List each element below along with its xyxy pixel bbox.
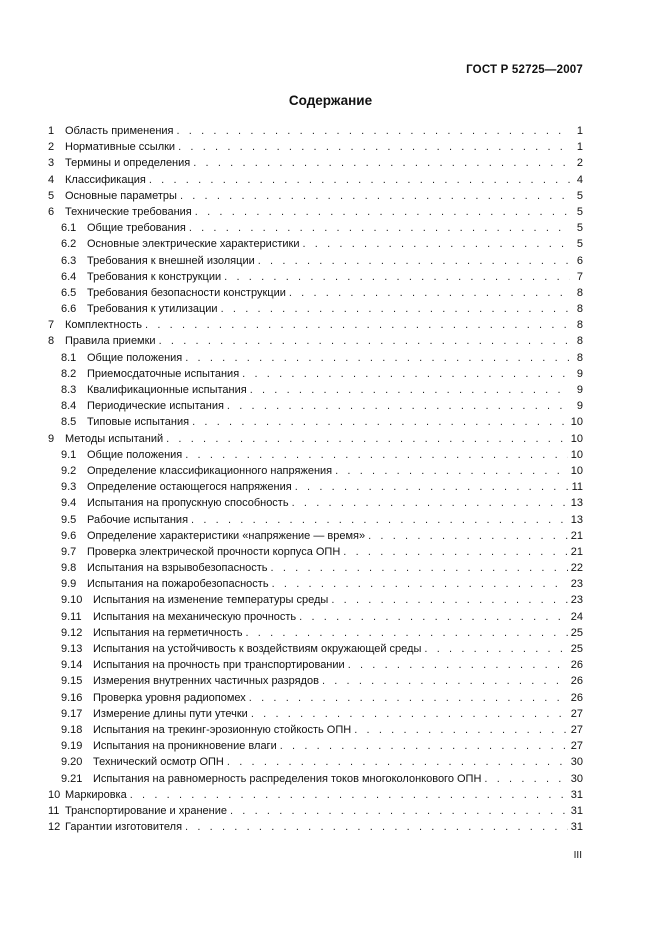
- toc-entry-number: 6: [48, 205, 55, 218]
- toc-entry-label: Рабочие испытания: [87, 513, 189, 526]
- toc-entry-number: 10: [48, 788, 61, 801]
- toc-entry-number: 9: [48, 432, 55, 445]
- toc-entry-page: 21: [570, 545, 583, 558]
- toc-entry-page: 25: [570, 626, 583, 639]
- table-of-contents: [48, 123, 583, 835]
- toc-entry[interactable]: [48, 172, 583, 188]
- toc-entry-page: 9: [576, 367, 583, 380]
- toc-entry-label: Требования к конструкции: [87, 270, 222, 283]
- toc-entry-label: Нормативные ссылки: [65, 141, 176, 154]
- toc-entry-label: Основные электрические характеристики: [87, 238, 300, 251]
- toc-leader-dots: [242, 366, 570, 382]
- toc-entry-label: Определение характеристики «напряжение — время»: [87, 529, 366, 542]
- toc-leader-dots: [272, 576, 568, 592]
- toc-entry-page: 1: [576, 141, 583, 154]
- page-title: Содержание: [288, 93, 373, 108]
- toc-entry-number: 8.1: [61, 351, 77, 364]
- toc-entry-page: 31: [570, 788, 583, 801]
- toc-entry[interactable]: [48, 657, 583, 673]
- toc-entry-label: Определение классификационного напряжения: [87, 464, 333, 477]
- toc-leader-dots: [177, 123, 571, 139]
- toc-entry[interactable]: [48, 139, 583, 155]
- toc-entry-number: 7: [48, 319, 55, 332]
- toc-entry-label: Испытания на изменение температуры среды: [93, 594, 329, 607]
- toc-entry[interactable]: [48, 819, 583, 835]
- toc-leader-dots: [193, 155, 570, 171]
- toc-leader-dots: [230, 803, 568, 819]
- toc-entry-number: 9.14: [61, 659, 83, 672]
- toc-leader-dots: [166, 431, 568, 447]
- toc-entry-page: 8: [576, 303, 583, 316]
- toc-entry-page: 31: [570, 804, 583, 817]
- toc-entry-number: 9.9: [61, 578, 77, 591]
- toc-entry[interactable]: [48, 495, 583, 511]
- toc-entry-page: 7: [576, 270, 583, 283]
- toc-entry-number: 12: [48, 821, 61, 834]
- toc-entry[interactable]: [48, 317, 583, 333]
- toc-leader-dots: [191, 512, 568, 528]
- toc-entry-label: Проверка уровня радиопомех: [93, 691, 246, 704]
- toc-entry-page: 6: [576, 254, 583, 267]
- toc-leader-dots: [250, 382, 570, 398]
- toc-entry[interactable]: [48, 269, 583, 285]
- toc-entry-label: Требования к внешней изоляции: [87, 254, 255, 267]
- toc-entry[interactable]: [48, 366, 583, 382]
- toc-leader-dots: [368, 528, 568, 544]
- toc-entry[interactable]: [48, 236, 583, 252]
- toc-entry-number: 9.13: [61, 643, 83, 655]
- toc-leader-dots: [299, 609, 568, 625]
- toc-entry[interactable]: [48, 398, 583, 414]
- toc-leader-dots: [245, 625, 567, 641]
- toc-entry[interactable]: [48, 463, 583, 479]
- toc-entry-number: 6.5: [61, 286, 77, 299]
- toc-leader-dots: [189, 220, 570, 236]
- toc-entry[interactable]: [48, 188, 583, 204]
- toc-entry[interactable]: [48, 771, 583, 787]
- toc-entry-label: Гарантии изготовителя: [65, 821, 183, 834]
- toc-entry[interactable]: [48, 609, 583, 625]
- toc-leader-dots: [192, 414, 568, 430]
- toc-entry[interactable]: [48, 738, 583, 754]
- toc-leader-dots: [335, 463, 568, 479]
- toc-entry-label: Правила приемки: [65, 335, 156, 348]
- toc-entry-page: 26: [570, 675, 583, 688]
- toc-entry-number: 9.17: [61, 707, 83, 720]
- toc-entry-label: Определение остающегося напряжения: [87, 481, 292, 494]
- toc-leader-dots: [130, 787, 568, 803]
- toc-entry-page: 27: [570, 740, 583, 753]
- toc-entry-page: 26: [570, 659, 583, 672]
- toc-entry-number: 8.4: [61, 400, 77, 413]
- toc-entry-number: 9.2: [61, 464, 77, 477]
- toc-entry-label: Приемосдаточные испытания: [87, 367, 240, 380]
- toc-entry-number: 6.4: [61, 270, 77, 283]
- toc-entry-number: 9.5: [61, 513, 77, 526]
- toc-leader-dots: [149, 172, 570, 188]
- toc-entry-label: Типовые испытания: [87, 416, 190, 429]
- toc-entry[interactable]: [48, 803, 583, 819]
- toc-leader-dots: [249, 690, 568, 706]
- toc-leader-dots: [185, 819, 568, 835]
- toc-entry-label: Испытания на пропускную способность: [87, 497, 289, 510]
- toc-entry-page: 25: [570, 643, 583, 655]
- toc-leader-dots: [343, 544, 567, 560]
- toc-entry-number: 11: [48, 804, 60, 817]
- toc-entry-page: 11: [571, 481, 583, 494]
- toc-entry[interactable]: [48, 722, 583, 738]
- toc-entry-number: 9.21: [61, 772, 83, 785]
- toc-entry-label: Методы испытаний: [65, 432, 164, 445]
- toc-entry-number: 9.16: [61, 691, 83, 704]
- toc-entry-label: Испытания на равномерность распределения токов многоколонкового ОПН: [93, 772, 482, 785]
- toc-entry[interactable]: [48, 253, 583, 269]
- toc-entry-label: Комплектность: [65, 319, 143, 332]
- toc-entry-number: 6.6: [61, 303, 77, 316]
- toc-entry-page: 23: [570, 578, 583, 591]
- toc-entry[interactable]: [48, 431, 583, 447]
- toc-leader-dots: [292, 495, 568, 511]
- toc-entry[interactable]: [48, 479, 583, 495]
- toc-leader-dots: [348, 657, 568, 673]
- toc-entry-label: Испытания на механическую прочность: [93, 610, 297, 623]
- toc-leader-dots: [280, 738, 568, 754]
- toc-entry[interactable]: [48, 350, 583, 366]
- toc-leader-dots: [251, 706, 568, 722]
- toc-entry-page: 31: [570, 821, 583, 834]
- toc-entry-label: Транспортирование и хранение: [65, 804, 227, 817]
- toc-leader-dots: [295, 479, 569, 495]
- toc-entry[interactable]: [48, 285, 583, 301]
- toc-entry-page: 2: [576, 157, 583, 170]
- toc-entry-label: Испытания на проникновение влаги: [93, 740, 277, 753]
- toc-entry-number: 1: [48, 125, 55, 137]
- toc-entry[interactable]: [48, 625, 583, 641]
- toc-entry-label: Термины и определения: [65, 157, 191, 170]
- toc-entry[interactable]: [48, 414, 583, 430]
- toc-entry-number: 5: [48, 189, 55, 202]
- toc-leader-dots: [159, 333, 570, 349]
- toc-leader-dots: [289, 285, 570, 301]
- toc-entry-page: 8: [576, 319, 583, 332]
- document-header: ГОСТ Р 52725—2007: [466, 64, 583, 76]
- toc-entry-label: Общие положения: [87, 448, 183, 461]
- toc-entry-label: Требования безопасности конструкции: [87, 286, 286, 299]
- toc-entry-number: 8.5: [61, 416, 77, 429]
- toc-leader-dots: [331, 592, 567, 608]
- toc-entry-label: Испытания на устойчивость к воздействиям окружающей среды: [93, 643, 422, 655]
- toc-leader-dots: [424, 641, 567, 657]
- toc-entry-number: 9.15: [61, 675, 83, 688]
- toc-entry[interactable]: [48, 155, 583, 171]
- toc-entry-number: 2: [48, 141, 55, 154]
- toc-leader-dots: [227, 398, 570, 414]
- toc-leader-dots: [180, 188, 570, 204]
- toc-entry-label: Основные параметры: [65, 189, 177, 202]
- toc-entry[interactable]: [48, 706, 583, 722]
- toc-entry-number: 9.6: [61, 529, 77, 542]
- toc-entry-page: 4: [576, 173, 583, 186]
- toc-entry-page: 5: [576, 189, 583, 202]
- toc-entry-page: 27: [570, 707, 583, 720]
- toc-entry[interactable]: [48, 690, 583, 706]
- toc-entry-number: 6.2: [61, 238, 77, 251]
- toc-entry[interactable]: [48, 560, 583, 576]
- toc-entry-page: 22: [570, 562, 583, 575]
- toc-entry-page: 8: [576, 286, 583, 299]
- toc-entry-number: 8.2: [61, 367, 77, 380]
- toc-entry-label: Маркировка: [65, 788, 127, 801]
- toc-leader-dots: [145, 317, 570, 333]
- toc-entry-label: Общие требования: [87, 222, 186, 235]
- toc-entry-label: Требования к утилизации: [87, 303, 218, 316]
- toc-entry[interactable]: [48, 544, 583, 560]
- toc-entry-page: 30: [570, 756, 583, 769]
- toc-entry-label: Измерения внутренних частичных разрядов: [93, 675, 319, 688]
- toc-entry-label: Общие положения: [87, 351, 183, 364]
- toc-leader-dots: [185, 447, 568, 463]
- toc-entry-label: Испытания на взрывобезопасность: [87, 562, 268, 575]
- toc-leader-dots: [221, 301, 570, 317]
- toc-leader-dots: [484, 771, 567, 787]
- toc-entry[interactable]: [48, 787, 583, 803]
- toc-entry-label: Периодические испытания: [87, 400, 224, 413]
- page-number: III: [573, 850, 582, 861]
- toc-entry[interactable]: [48, 576, 583, 592]
- toc-entry[interactable]: [48, 641, 583, 657]
- toc-entry-number: 6.3: [61, 254, 77, 267]
- toc-entry-label: Измерение длины пути утечки: [93, 707, 248, 720]
- toc-entry-page: 23: [570, 594, 583, 607]
- toc-entry-label: Технические требования: [65, 205, 192, 218]
- toc-entry-page: 8: [576, 335, 583, 348]
- toc-entry[interactable]: [48, 220, 583, 236]
- toc-entry-page: 26: [570, 691, 583, 704]
- toc-entry-label: Испытания на трекинг-эрозионную стойкость ОПН: [93, 723, 352, 736]
- toc-leader-dots: [224, 269, 570, 285]
- toc-entry[interactable]: [48, 592, 583, 608]
- toc-entry-number: 8: [48, 335, 55, 348]
- toc-entry-label: Испытания на пожаробезопасность: [87, 578, 269, 591]
- toc-entry[interactable]: [48, 528, 583, 544]
- toc-entry-number: 8.3: [61, 384, 77, 396]
- toc-entry-number: 9.20: [61, 756, 83, 769]
- toc-entry-page: 30: [570, 772, 583, 785]
- toc-leader-dots: [271, 560, 568, 576]
- toc-entry[interactable]: [48, 512, 583, 528]
- toc-entry[interactable]: [48, 204, 583, 220]
- toc-entry-page: 21: [570, 529, 583, 542]
- toc-entry-number: 9.11: [61, 610, 82, 623]
- toc-entry[interactable]: [48, 754, 583, 770]
- toc-entry-number: 9.4: [61, 497, 77, 510]
- toc-entry-number: 9.7: [61, 545, 77, 558]
- toc-entry-number: 9.10: [61, 594, 83, 607]
- toc-leader-dots: [178, 139, 570, 155]
- toc-entry-number: 9.18: [61, 723, 83, 736]
- toc-entry-page: 8: [576, 351, 583, 364]
- toc-entry-label: Проверка электрической прочности корпуса ОПН: [87, 545, 341, 558]
- toc-entry-number: 9.12: [61, 626, 83, 639]
- toc-entry-number: 9.1: [61, 448, 77, 461]
- toc-leader-dots: [195, 204, 570, 220]
- toc-entry-page: 1: [576, 125, 583, 137]
- toc-entry-page: 9: [576, 400, 583, 413]
- toc-leader-dots: [354, 722, 568, 738]
- toc-entry-page: 10: [570, 416, 583, 429]
- toc-entry-page: 10: [570, 432, 583, 445]
- toc-entry[interactable]: [48, 447, 583, 463]
- toc-entry-number: 6.1: [61, 222, 77, 235]
- toc-entry-number: 9.19: [61, 740, 83, 753]
- toc-entry-label: Испытания на герметичность: [93, 626, 243, 639]
- toc-entry-page: 27: [570, 723, 583, 736]
- toc-entry-page: 10: [570, 464, 583, 477]
- toc-entry-page: 24: [570, 610, 583, 623]
- toc-leader-dots: [258, 253, 570, 269]
- toc-leader-dots: [322, 673, 568, 689]
- toc-entry-number: 3: [48, 157, 55, 170]
- toc-entry-label: Квалификационные испытания: [87, 384, 247, 396]
- toc-entry-number: 4: [48, 173, 55, 186]
- toc-entry[interactable]: [48, 123, 583, 139]
- toc-entry-page: 5: [576, 222, 583, 235]
- toc-entry-page: 10: [570, 448, 583, 461]
- toc-entry-number: 9.8: [61, 562, 77, 575]
- toc-entry-number: 9.3: [61, 481, 77, 494]
- toc-leader-dots: [302, 236, 570, 252]
- toc-entry[interactable]: [48, 301, 583, 317]
- toc-entry-label: Испытания на прочность при транспортировании: [93, 659, 345, 672]
- toc-entry-page: 5: [576, 238, 583, 251]
- toc-entry-page: 9: [576, 384, 583, 396]
- toc-leader-dots: [227, 754, 568, 770]
- toc-entry-label: Технический осмотр ОПН: [93, 756, 224, 769]
- toc-leader-dots: [185, 350, 570, 366]
- toc-entry[interactable]: [48, 333, 583, 349]
- toc-entry-page: 13: [570, 513, 583, 526]
- toc-entry-page: 13: [570, 497, 583, 510]
- toc-entry-page: 5: [576, 205, 583, 218]
- toc-entry-label: Область применения: [65, 125, 174, 137]
- toc-entry[interactable]: [48, 673, 583, 689]
- toc-entry[interactable]: [48, 382, 583, 398]
- toc-entry-label: Классификация: [65, 173, 146, 186]
